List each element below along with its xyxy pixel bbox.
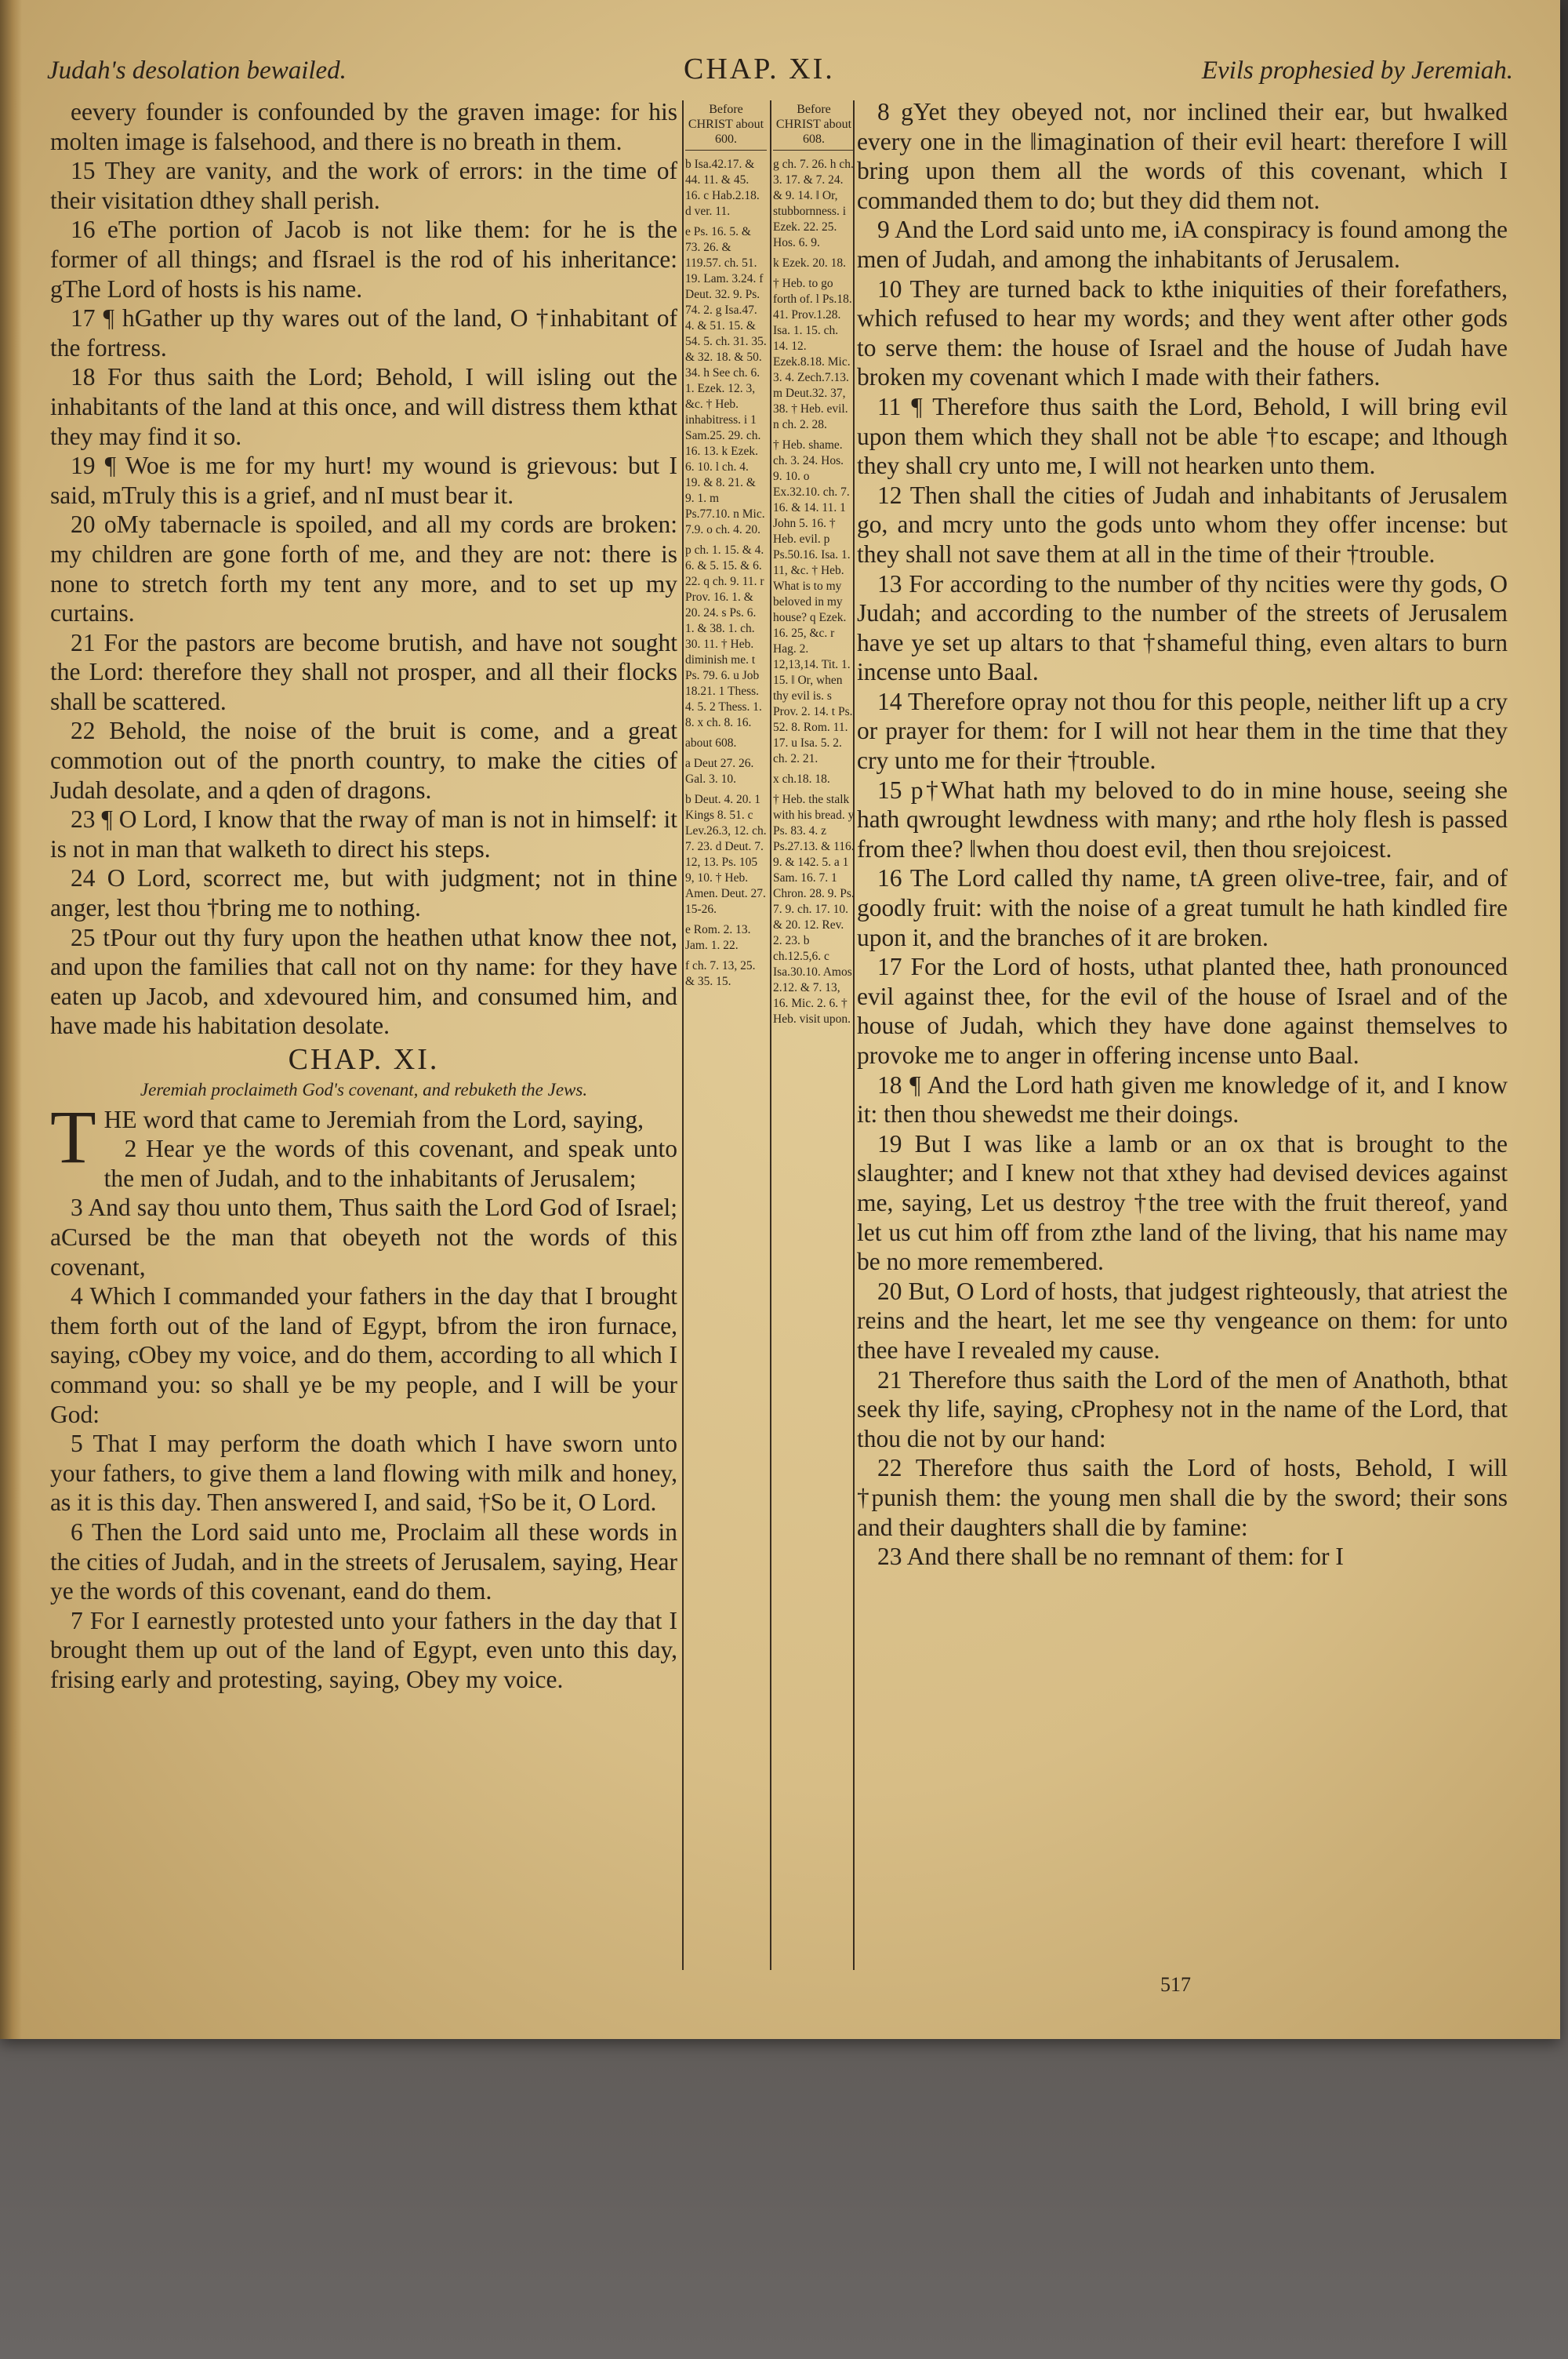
verse: 19 But I was like a lamb or an ox that is brought to the slaughter; and I knew not that xthey had devised devices against me, saying, Let us destroy †the tree with the fruit thereof, yand let us cut him off from zthe land of the living, that his name may be no more remembered.	[857, 1129, 1508, 1276]
cross-reference: p ch. 1. 15. & 4. 6. & 5. 15. & 6. 22. q ch. 9. 11. r Prov. 16. 1. & 20. 24. s Ps. 6. 1. & 38. 1. ch. 30. 11. † Heb. diminish me. t Ps. 79. 6. u Job 18.21. 1 Thess. 4. 5. 2 Thess. 1. 8. x ch. 8. 16.	[685, 543, 764, 729]
verse: 16 The Lord called thy name, tA green olive-tree, fair, and of goodly fruit: with the noise of a great tumult he hath kindled fire upon it, and the branches of it are broken.	[857, 864, 1508, 951]
verse: 23 And there shall be no remnant of them: for I	[877, 1543, 1344, 1571]
verse: 7 For I earnestly protested unto your fathers in the day that I brought them up out of the land of Egypt, even unto this day, frising early and protesting, saying, Obey my voice.	[50, 1606, 677, 1693]
cross-reference: k Ezek. 20. 18.	[773, 256, 846, 270]
verse: 19 ¶ Woe is me for my hurt! my wound is grievous: but I said, mTruly this is a grief, and nI must bear it.	[50, 452, 677, 509]
verse: 9 And the Lord said unto me, iA conspiracy is found among the men of Judah, and among the inhabitants of Jerusalem.	[857, 216, 1508, 273]
verse: 20 oMy tabernacle is spoiled, and all my cords are broken: my children are gone forth of me, and they are not: there is none to stretch forth my tent any more, and to set up my curtains.	[50, 511, 677, 627]
drop-cap: T	[50, 1094, 96, 1179]
date-note: about 608.	[685, 736, 737, 750]
verse: 22 Behold, the noise of the bruit is come, and a great commotion out of the pnorth country, to make the cities of Judah desolate, and a qden of dragons.	[50, 717, 677, 804]
verse: 24 O Lord, scorrect me, but with judgment; not in thine anger, lest thou †bring me to nothing.	[50, 864, 677, 922]
verse: 16 eThe portion of Jacob is not like them: for he is the former of all things; and fIsrael is the rod of his inheritance: gThe Lord of hosts is his name.	[50, 216, 677, 303]
verse: 25 tPour out thy fury upon the heathen uthat know thee not, and upon the families that call not on thy name: for they have eaten up Jacob, and xdevoured him, and consumed him, and have made his habitation desolate.	[50, 923, 677, 1040]
verse: 3 And say thou unto them, Thus saith the Lord God of Israel; aCursed be the man that obeyeth not the words of this covenant,	[50, 1194, 677, 1281]
running-head	[47, 52, 1513, 91]
cross-reference: † Heb. the stalk with his bread. y Ps. 83. 4. z Ps.27.13. & 116. 9. & 142. 5. a 1 Sam. 16. 7. 1 Chron. 28. 9. Ps. 7. 9. ch. 17. 10. & 20. 12. Rev. 2. 23. b ch.12.5,6. c Isa.30.10. Amos 2.12. & 7. 13, 16. Mic. 2. 6. † Heb. visit upon.	[773, 793, 855, 1026]
running-head-right: Evils prophesied by Jeremiah.	[1201, 56, 1513, 85]
verse: 14 Therefore opray not thou for this people, neither lift up a cry or prayer for them: for I will not hear them in the time that they cry unto me for their †trouble.	[857, 687, 1508, 775]
first-verse-text: HE word that came to Jeremiah from the Lord, saying,	[103, 1105, 644, 1133]
cross-reference: g ch. 7. 26. h ch. 3. 17. & 7. 24. & 9. 14. ‖ Or, stubbornness. i Ezek. 22. 25. Hos. 6. 9.	[773, 158, 854, 249]
page-binding-edge	[0, 0, 22, 2039]
verse: 12 Then shall the cities of Judah and inhabitants of Jerusalem go, and mcry unto the gods unto whom they offer incense: but they shall not save them at all in the time of their †trouble.	[857, 481, 1508, 568]
verse: 18 For thus saith the Lord; Behold, I will isling out the inhabitants of the land at this once, and will distress them kthat they may find it so.	[50, 363, 677, 450]
column-rule	[682, 100, 684, 1970]
verse: 15 They are vanity, and the work of errors: in the time of their visitation dthey shall perish.	[50, 157, 677, 214]
cross-reference: f ch. 7. 13, 25. & 35. 15.	[685, 959, 756, 988]
verse: 23 ¶ O Lord, I know that the rway of man is not in himself: it is not in man that walketh to direct his steps.	[50, 805, 677, 863]
verse: 17 For the Lord of hosts, uthat planted thee, hath pronounced evil against thee, for the evil of the house of Israel and of the house of Judah, which they have done against themselves to provoke me to anger in offering incense unto Baal.	[857, 953, 1508, 1069]
cross-reference: b Deut. 4. 20. 1 Kings 8. 51. c Lev.26.3, 12. ch. 7. 23. d Deut. 7. 12, 13. Ps. 105 9, 10. † Heb. Amen. Deut. 27. 15-26.	[685, 793, 767, 916]
verse: 2 Hear ye the words of this covenant, and speak unto the men of Judah, and to the inhabitants of Jerusalem;	[103, 1135, 677, 1192]
verse: 20 But, O Lord of hosts, that judgest righteously, that atriest the reins and the heart, let me see thy vengeance on them: for unto thee have I revealed my cause.	[857, 1277, 1508, 1364]
cross-reference: e Rom. 2. 13. Jam. 1. 22.	[685, 923, 751, 952]
verse: 10 They are turned back to kthe iniquities of their forefathers, which refused to hear my words; and they went after other gods to serve them: the house of Israel and the house of Judah have broken my covenant which I made with their fathers.	[857, 274, 1508, 391]
verse: 18 ¶ And the Lord hath given me knowledge of it, and I know it: then thou shewedst me their doings.	[857, 1070, 1508, 1129]
page-number: 517	[1160, 1973, 1191, 1996]
verse: eevery founder is confounded by the graven image: for his molten image is falsehood, and there is no breath in them.	[50, 98, 677, 155]
cross-reference: b Isa.42.17. & 44. 11. & 45. 16. c Hab.2.18. d ver. 11.	[685, 158, 760, 218]
verse: 11 ¶ Therefore thus saith the Lord, Behold, I will bring evil upon them which they shall not be able †to escape; and lthough they shall cry unto me, I will not hearken unto them.	[857, 392, 1508, 480]
cross-reference-margin-left	[685, 102, 767, 994]
cross-reference: † Heb. shame. ch. 3. 24. Hos. 9. 10. o Ex.32.10. ch. 7. 16. & 14. 11. 1 John 5. 16. † Heb. evil. p Ps.50.16. Isa. 1. 11, &c. † Heb. What is to my beloved in my house? q Ezek. 16. 25, &c. r Hag. 2. 12,13,14. Tit. 1. 15. ‖ Or, when thy evil is. s Prov. 2. 14. t Ps. 52. 8. Rom. 11. 17. u Isa. 5. 2. ch. 2. 21.	[773, 438, 853, 765]
verse: 15 p†What hath my beloved to do in mine house, seeing she hath qwrought lewdness with many; and rthe holy flesh is passed from thee? ‖when thou doest evil, then thou srejoicest.	[857, 776, 1508, 863]
cross-reference: † Heb. to go forth of. l Ps.18. 41. Prov.1.28. Isa. 1. 15. ch. 14. 12. Ezek.8.18. Mic. 3. 4. Zech.7.13. m Deut.32. 37, 38. † Heb. evil. n ch. 2. 28.	[773, 277, 852, 431]
column-rule	[770, 100, 771, 1970]
left-text-column	[50, 97, 677, 1694]
chapter-heading: CHAP. XI.	[288, 1043, 440, 1076]
cross-reference-margin-right	[773, 102, 855, 1032]
date-heading: Before CHRIST about 608.	[773, 102, 855, 151]
verse: 21 Therefore thus saith the Lord of the men of Anathoth, bthat seek thy life, saying, cProphesy not in the name of the Lord, that thou die not by our hand:	[857, 1365, 1508, 1452]
verse: 17 ¶ hGather up thy wares out of the land, O †inhabitant of the fortress.	[50, 304, 677, 362]
cross-reference: e Ps. 16. 5. & 73. 26. & 119.57. ch. 51. 19. Lam. 3.24. f Deut. 32. 9. Ps. 74. 2. g Isa.47. 4. & 51. 15. & 54. 5. ch. 31. 35. & 32. 18. & 50. 34. h See ch. 6. 1. Ezek. 12. 3, &c. † Heb. inhabitress. i 1 Sam.25. 29. ch. 16. 13. k Ezek. 6. 10. l ch. 4. 19. & 8. 21. & 9. 1. m Ps.77.10. n Mic. 7.9. o ch. 4. 20.	[685, 225, 767, 536]
cross-reference: x ch.18. 18.	[773, 772, 830, 786]
right-text-column	[857, 97, 1508, 1572]
chapter-summary: Jeremiah proclaimeth God's covenant, and rebuketh the Jews.	[140, 1079, 588, 1100]
verse: 13 For according to the number of thy ncities were thy gods, O Judah; and according to the number of the streets of Jerusalem have ye set up altars to that †shameful thing, even altars to burn incense unto Baal.	[857, 569, 1508, 686]
running-head-chapter: CHAP. XI.	[684, 53, 835, 85]
verse: 8 gYet they obeyed not, nor inclined their ear, but hwalked every one in the ‖imagination of their evil heart: therefore I will bring upon them all the words of this covenant, which I commanded them to do; but they did them not.	[857, 98, 1508, 214]
cross-reference: a Deut 27. 26. Gal. 3. 10.	[685, 757, 754, 786]
verse: 5 That I may perform the doath which I have sworn unto your fathers, to give them a land flowing with milk and honey, as it is this day. Then answered I, and said, †So be it, O Lord.	[50, 1430, 677, 1517]
verse: 4 Which I commanded your fathers in the day that I brought them forth out of the land of Egypt, bfrom the iron furnace, saying, cObey my voice, and do them, according to all which I command you: so shall ye be my people, and I will be your God:	[50, 1282, 677, 1428]
verse: 6 Then the Lord said unto me, Proclaim all these words in the cities of Judah, and in the streets of Jerusalem, saying, Hear ye the words of this covenant, eand do them.	[50, 1518, 677, 1605]
verse: 21 For the pastors are become brutish, and have not sought the Lord: therefore they shall not prosper, and all their flocks shall be scattered.	[50, 628, 677, 715]
verse: 22 Therefore thus saith the Lord of hosts, Behold, I will †punish them: the young men shall die by the sword; their sons and their daughters shall die by famine:	[857, 1454, 1508, 1541]
date-heading: Before CHRIST about 600.	[685, 102, 767, 151]
running-head-left: Judah's desolation bewailed.	[47, 56, 347, 85]
